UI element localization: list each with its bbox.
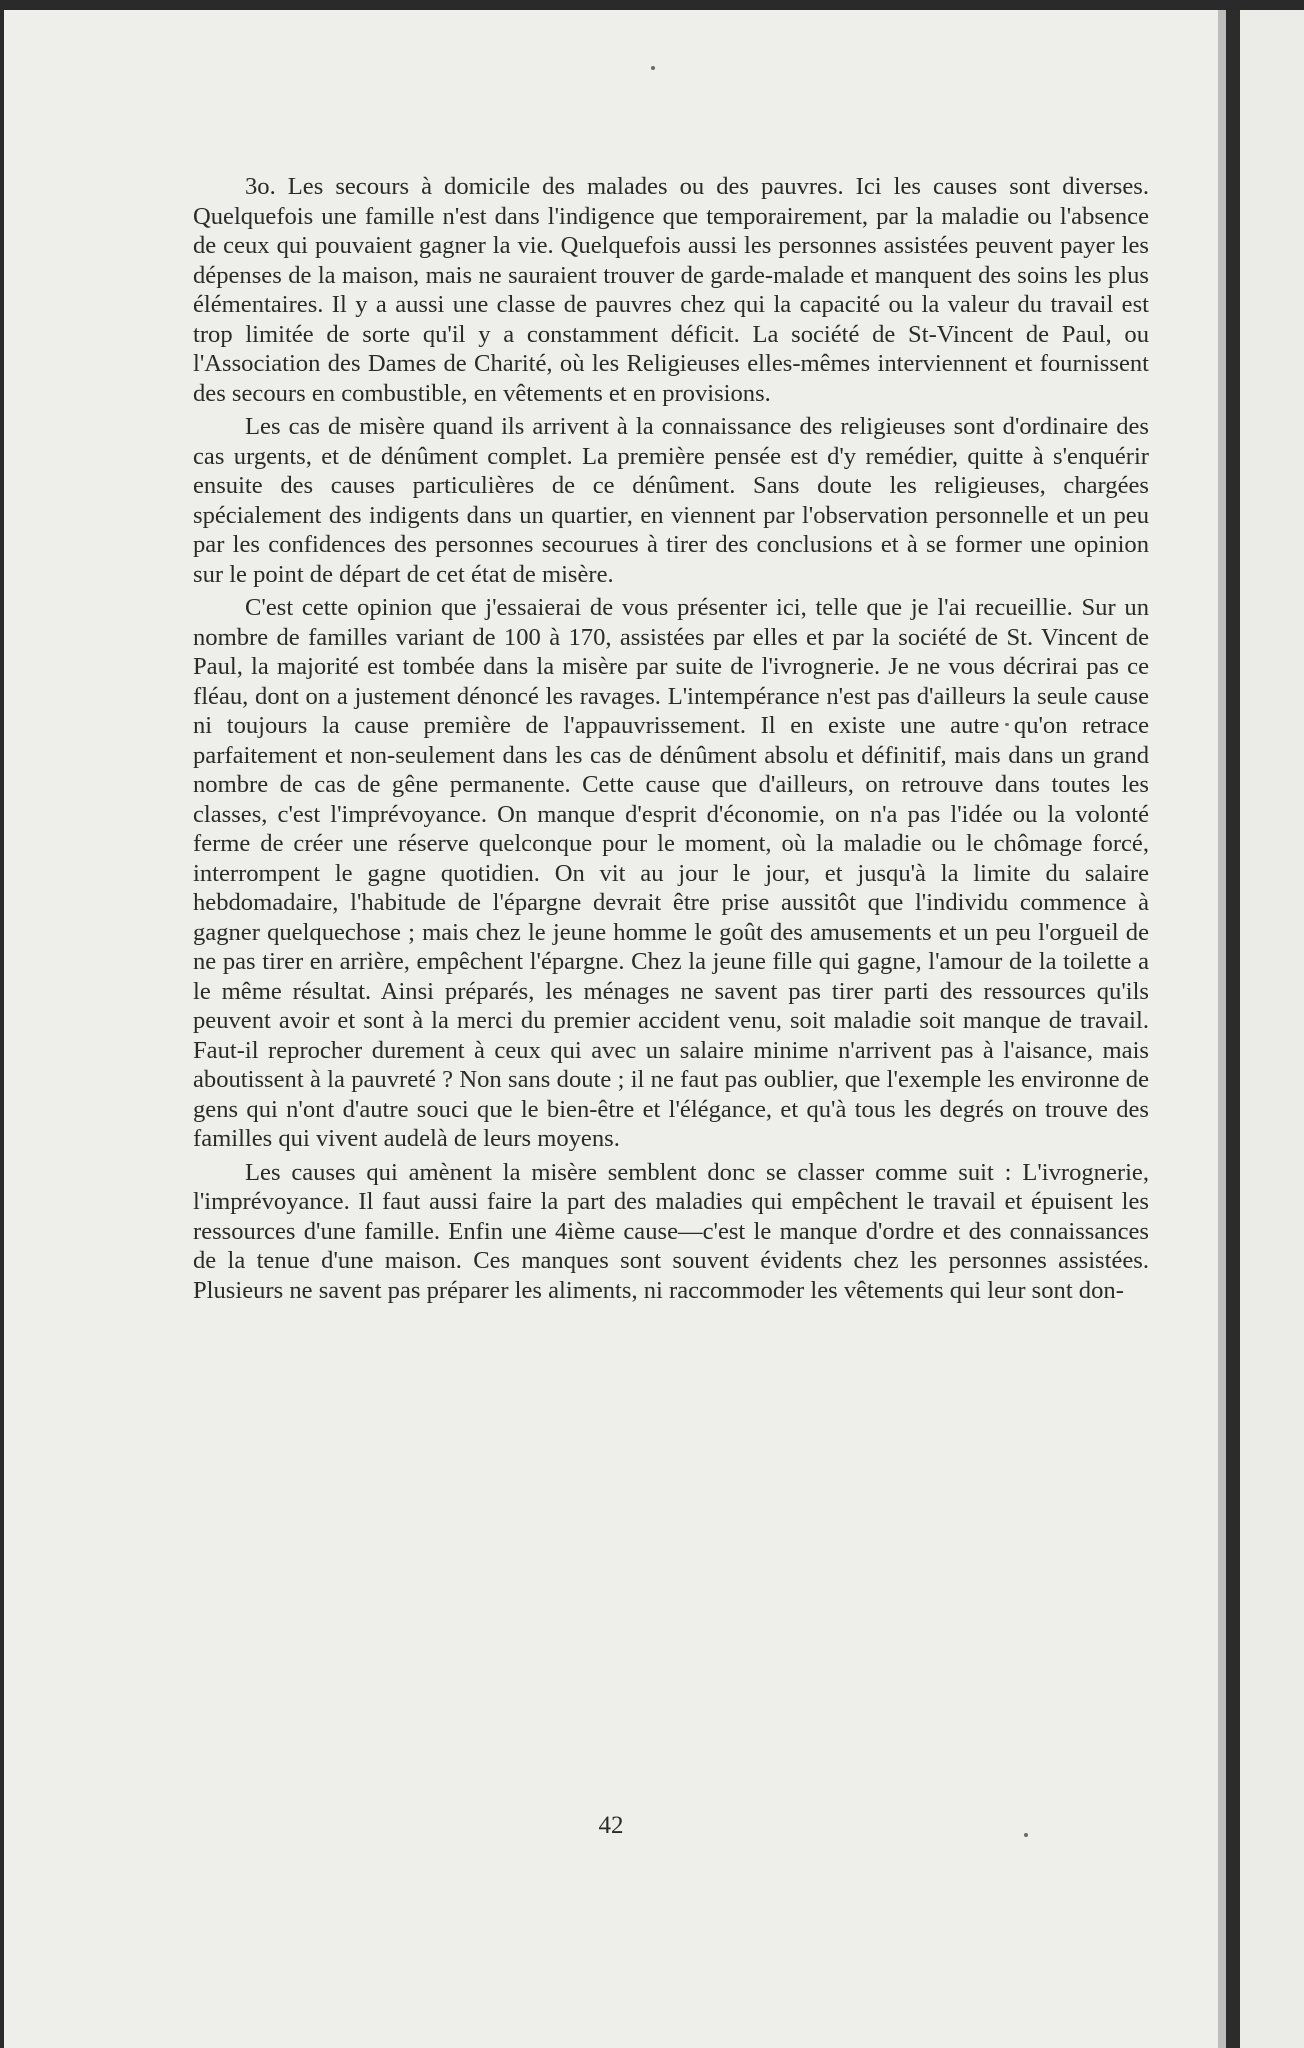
next-page-edge bbox=[1226, 10, 1240, 2048]
next-page-margin bbox=[1240, 10, 1304, 2048]
paragraph-4: Les causes qui amènent la misère semblent donc se classer comme suit : L'ivrognerie, l'imprévoyance. Il faut aussi faire la part des maladies qui empêchent le travail et épuisent les ressources d'une famille. Enfin une 4ième cause—c'est le manque d'ordre et des connaissances de la tenue d'une maison. Ces manques sont souvent évidents chez les personnes assistées. Plusieurs ne savent pas préparer les aliments, ni raccommoder les vêtements qui leur sont don- bbox=[193, 1158, 1149, 1304]
page-gutter bbox=[1218, 10, 1226, 2048]
paragraph-1: 3o. Les secours à domicile des malades ou des pauvres. Ici les causes sont diverses. Quelquefois une famille n'est dans l'indigence que temporairement, par la maladie ou l'absence de ceux qui pouvaient gagner la vie. Quelquefois aussi les personnes assistées peuvent payer les dépenses de la maison, mais ne sauraient trouver de garde-malade et manquent des soins les plus élémentaires. Il y a aussi une classe de pauvres chez qui la capacité ou la valeur du travail est trop limitée de sorte qu'il y a constamment déficit. La société de St-Vincent de Paul, ou l'Association des Dames de Charité, où les Religieuses elles-mêmes interviennent et fournissent des secours en combustible, en vêtements et en provisions. bbox=[193, 173, 1149, 407]
scan-speck bbox=[651, 66, 655, 70]
page-number: 42 bbox=[598, 1812, 624, 1839]
paragraph-3: C'est cette opinion que j'essaierai de vous présenter ici, telle que je l'ai recueillie. Sur un nombre de familles variant de 100 à 170, assistées par elles et par la société de St. Vincent de Paul, la majorité est tombée dans la misère par suite de l'ivrognerie. Je ne vous décrirai pas ce fléau, dont on a justement dénoncé les ravages. L'intempérance n'est pas d'ailleurs la seule cause ni toujours la cause première de l'appauvrissement. Il en existe une autre qu'on retrace parfaitement et non-seulement dans les cas de dénûment absolu et définitif, mais dans un grand nombre de cas de gêne permanente. Cette cause que d'ailleurs, on retrouve dans toutes les classes, c'est l'imprévoyance. On manque d'esprit d'économie, on n'a pas l'idée ou la volonté ferme de créer une réserve quelconque pour le moment, où la maladie ou le chômage forcé, interrompent le gagne quotidien. On vit au jour le jour, et jusqu'à la limite du salaire hebdomadaire, l'habitude de l'épargne devrait être prise aussitôt que l'individu commence à gagner quelquechose ; mais chez le jeune homme le goût des amusements et un peu l'orgueil de ne pas tirer en arrière, empêchent l'épargne. Chez la jeune fille qui gagne, l'amour de la toilette a le même résultat. Ainsi préparés, les ménages ne savent pas tirer parti des ressources qu'ils peuvent avoir et sont à la merci du premier accident venu, soit maladie soit manque de travail. Faut-il reprocher durement à ceux qui avec un salaire minime n'arrivent pas à l'aisance, mais aboutissent à la pauvreté ? Non sans doute ; il ne faut pas oublier, que l'exemple les environne de gens qui n'ont d'autre souci que le bien-être et l'élégance, et qu'à tous les degrés on trouve des familles qui vivent audelà de leurs moyens. bbox=[193, 594, 1149, 1152]
body-text bbox=[193, 172, 1149, 1309]
paragraph-2: Les cas de misère quand ils arrivent à la connaissance des religieuses sont d'ordinaire des cas urgents, et de dénûment complet. La première pensée est d'y remédier, quitte à s'enquérir ensuite des causes particulières de ce dénûment. Sans doute les religieuses, chargées spécialement des indigents dans un quartier, en viennent par l'observation personnelle et un peu par les confidences des personnes secourues à tirer des conclusions et à se former une opinion sur le point de départ de cet état de misère. bbox=[193, 413, 1149, 588]
scan-top-edge bbox=[0, 0, 1304, 10]
